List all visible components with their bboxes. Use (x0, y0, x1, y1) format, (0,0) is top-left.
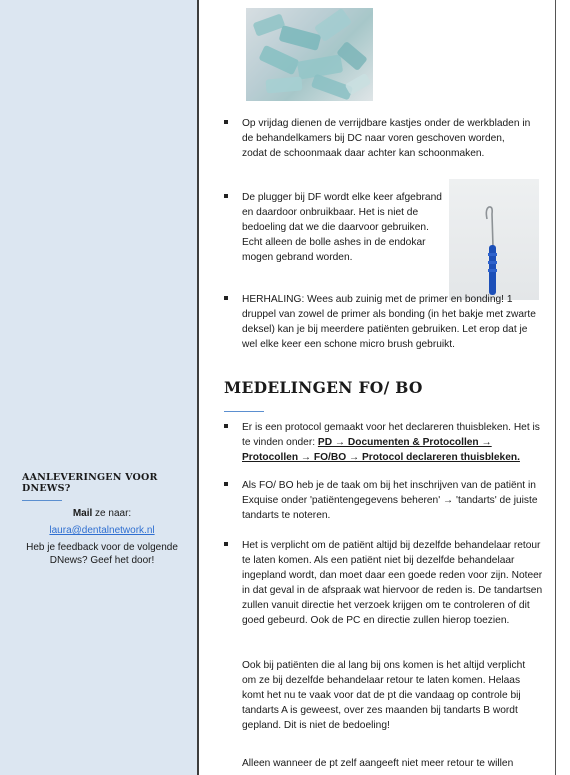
mail-label: Mail (72, 508, 93, 519)
list-item (224, 538, 544, 628)
list-item-text: HERHALING: Wees aub zuinig met de primer en bonding! 1 druppel van zowel de primer als bonding (in het bakje met zwarte deksel) kan je bij meerdere patiënten gebruiken. Let erop dat je wel elke keer een schone micro brush gebruikt. (242, 294, 536, 350)
mail-line (22, 507, 182, 520)
protocol-path-link[interactable]: PD → Documenten & Protocollen → Protocollen → FO/BO → Protocol declareren thuisbleken. (242, 437, 520, 463)
mail-suffix: ze naar: (92, 508, 132, 519)
list-item (224, 420, 544, 465)
feedback-text: Heb je feedback voor de volgende DNews? Geef het door! (26, 542, 178, 566)
list-item-text: Op vrijdag dienen de verrijdbare kastjes onder de werkbladen in de behandelkamers bij DC naar voren geschoven worden, zodat de schoonmaak daar achter kan schoonmaken. (242, 118, 531, 159)
list-item (224, 190, 544, 265)
section-heading: MEDELINGEN FO/ BO (224, 378, 423, 397)
bullet-icon (224, 194, 228, 198)
paragraph (224, 756, 544, 771)
paragraph (224, 658, 544, 733)
list-item-text: Als FO/ BO heb je de taak om bij het inschrijven van de patiënt in Exquise onder 'patiëntengegevens beheren' → 'tandarts' de juiste tandarts te noteren. (242, 480, 538, 521)
heading-rule (224, 411, 264, 412)
title-rule (22, 500, 62, 501)
sidebar (0, 0, 199, 775)
paragraph-text: Alleen wanneer de pt zelf aangeeft niet meer retour te willen (242, 758, 514, 769)
bullet-icon (224, 482, 228, 486)
bullet-icon (224, 542, 228, 546)
email-link[interactable]: laura@dentalnetwork.nl (49, 525, 155, 536)
list-item (224, 292, 544, 352)
bullet-icon (224, 424, 228, 428)
list-item-text (242, 420, 546, 465)
submission-box (22, 472, 182, 567)
instruments-photo (246, 8, 373, 101)
bullet-icon (224, 296, 228, 300)
paragraph-text: Ook bij patiënten die al lang bij ons komen is het altijd verplicht om ze bij dezelfde behandelaar retour te laten komen. Helaas komt het nu te vaak voor dat de pt die vandaag op controle bij tandarts A is geweest, over zes maanden bij tandarts B wordt gepland. Dit is niet de bedoeling! (242, 660, 526, 731)
list-item (224, 478, 544, 523)
protocol-text: Er is een protocol gemaakt voor het declareren thuisbleken. Het is te vinden onder: (242, 422, 540, 448)
right-divider (555, 0, 556, 775)
list-item (224, 116, 544, 161)
bullet-icon (224, 120, 228, 124)
list-item-text: Het is verplicht om de patiënt altijd bij dezelfde behandelaar retour te laten komen. Als een patiënt niet bij dezelfde behandelaar ingepland wordt, dan moet daar een goede reden voor zijn. Noteer in dat geval in de afspraak wat hiervoor de reden is. De tandartsen zullen vanuit directie het verzoek krijgen om te controleren of dit goed gebeurd. Ook de PC en directie zullen hierop toezien. (242, 540, 543, 626)
submission-title: AANLEVERINGEN VOOR DNEWS? (22, 472, 158, 494)
list-item-text: De plugger bij DF wordt elke keer afgebrand en daardoor onbruikbaar. Het is niet de bedoeling dat we die daarvoor gebruiken. Echt alleen de bolle ashes in de endokar mogen gebrand worden. (242, 192, 442, 263)
